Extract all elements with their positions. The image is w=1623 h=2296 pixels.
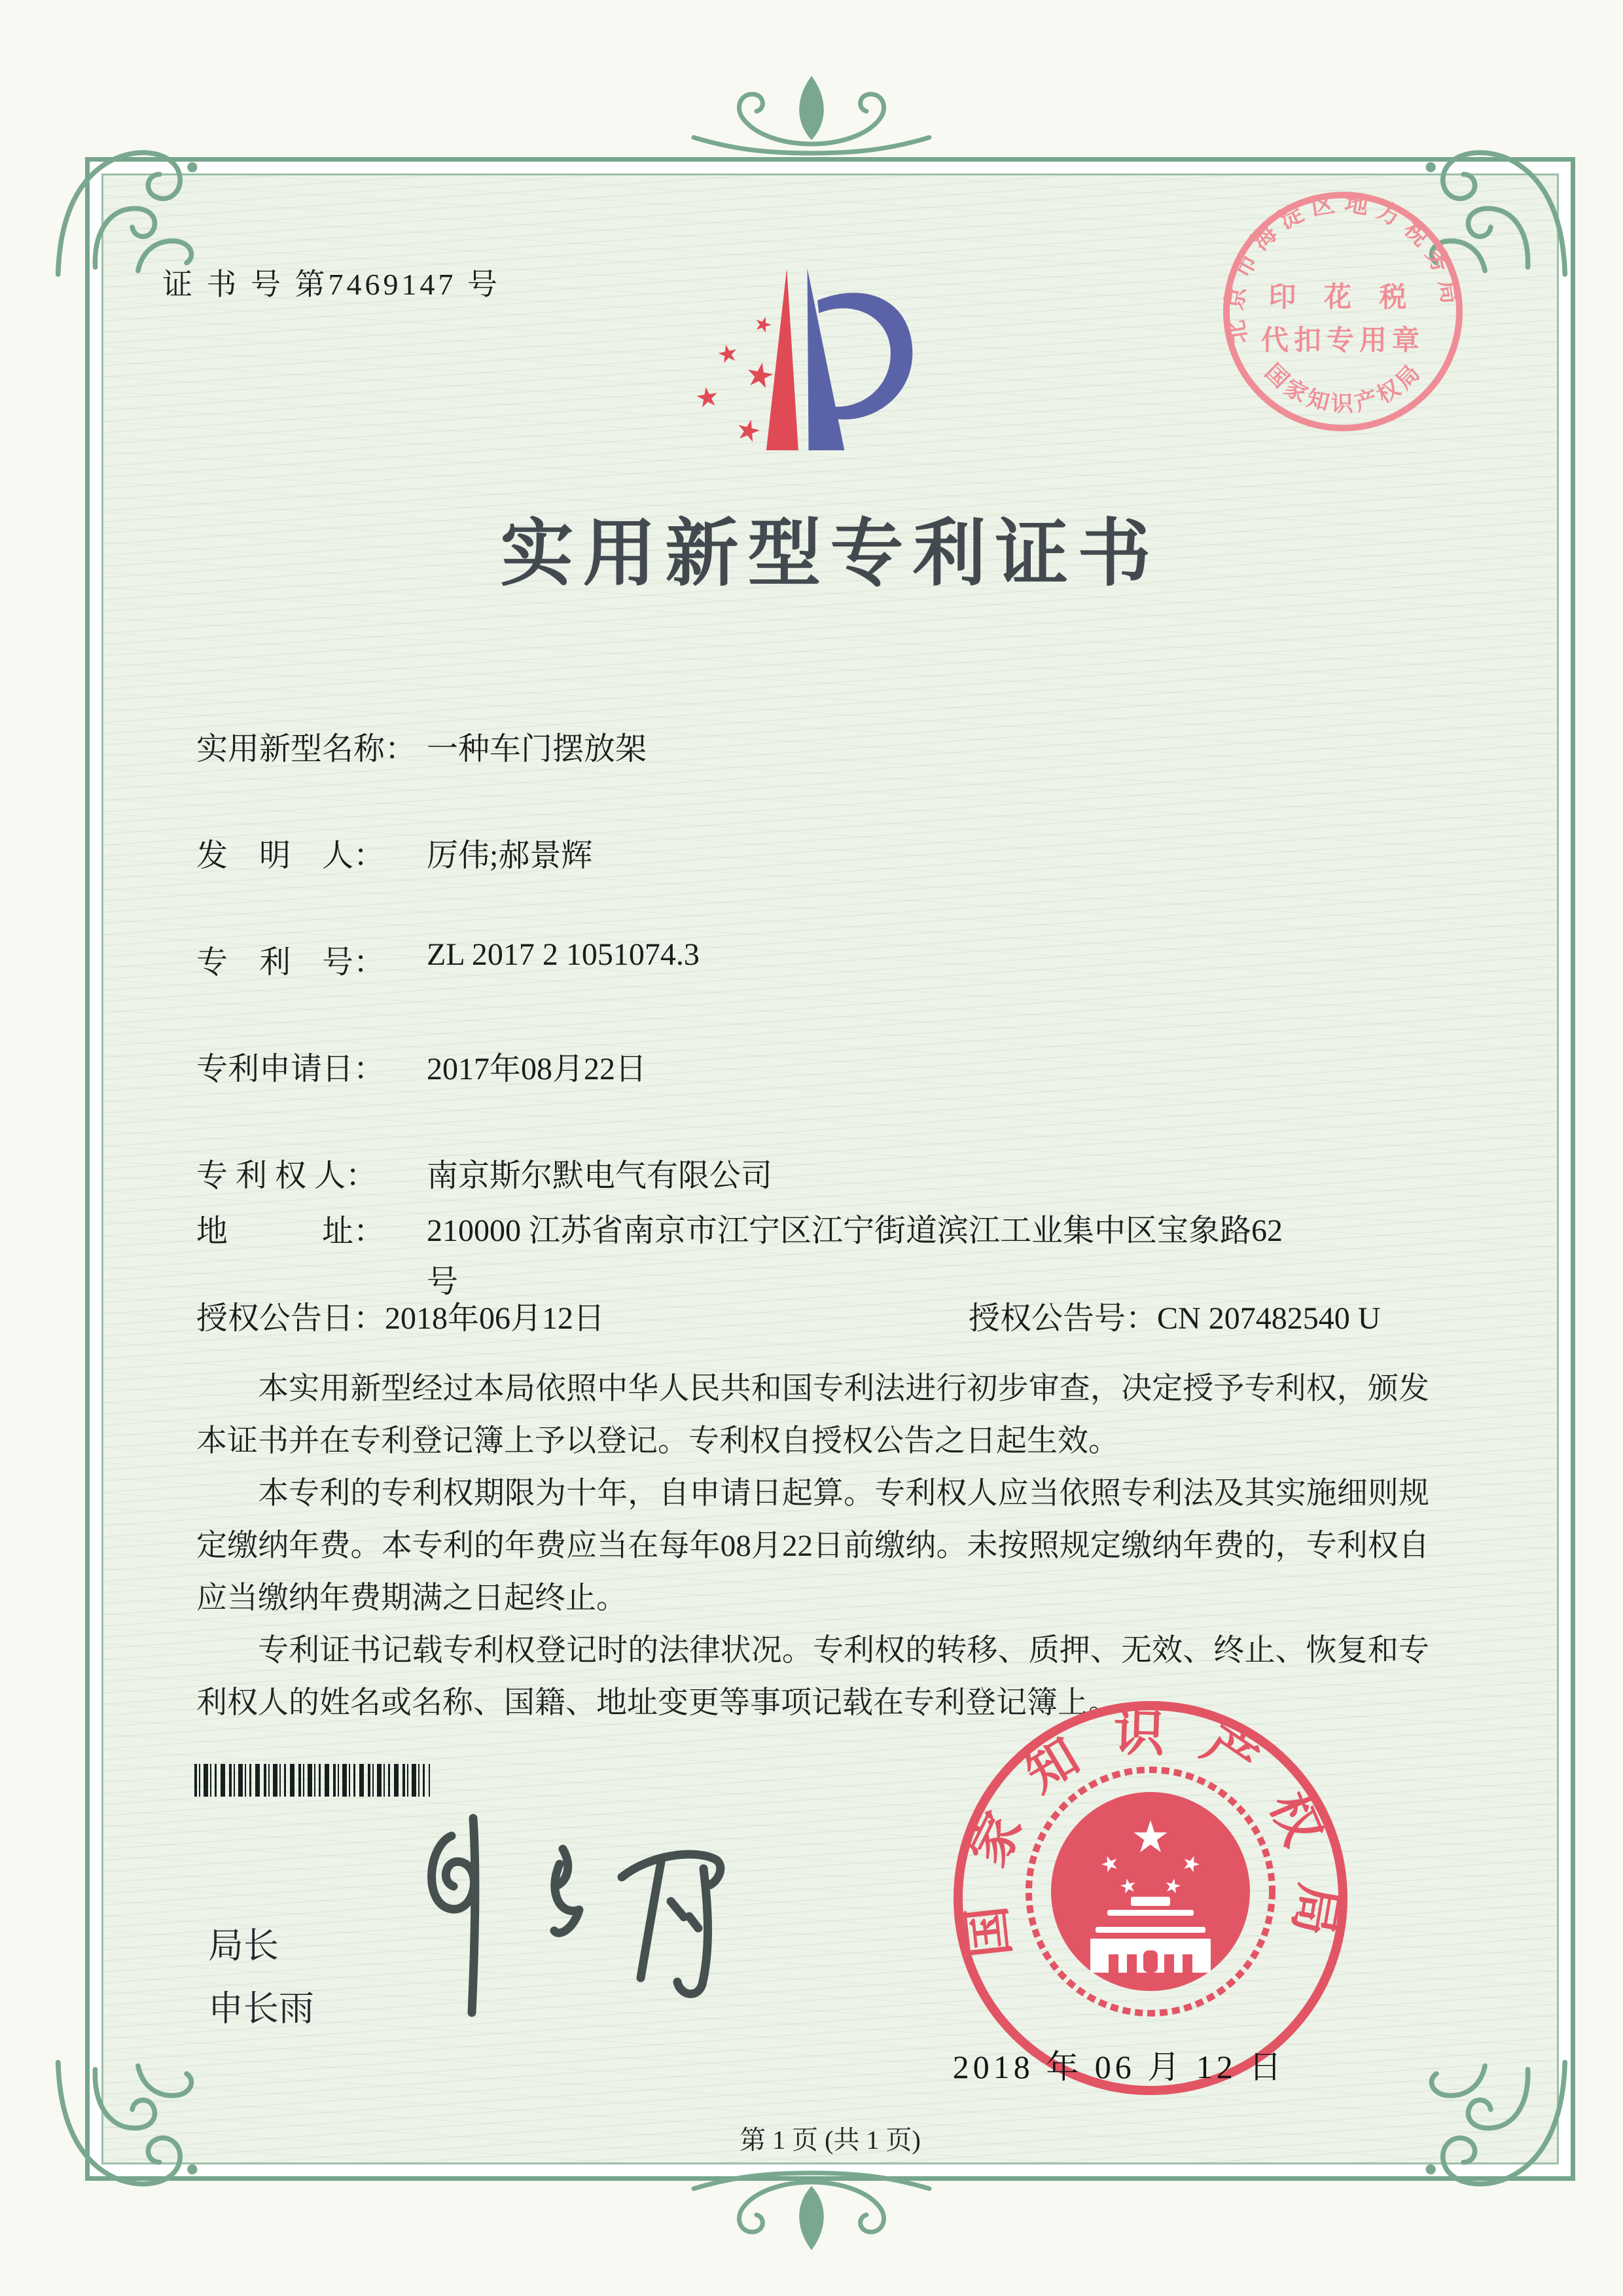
barcode bbox=[194, 1764, 430, 1797]
director-name: 申长雨 bbox=[208, 1989, 314, 2028]
stamp-center-line2: 代扣专用章 bbox=[1260, 326, 1425, 356]
svg-text:国家知识产权局 bbox=[1260, 358, 1427, 416]
stamp-center-line1: 印 花 税 bbox=[1268, 283, 1418, 313]
field-label: 地 址： bbox=[196, 1214, 385, 1249]
cnipa-round-seal-icon bbox=[948, 1695, 1353, 2101]
field-row-patent-no bbox=[196, 937, 1492, 982]
field-value: 210000 江苏省南京市江宁区江宁街道滨江工业集中区宝象路62号 bbox=[427, 1213, 1283, 1299]
field-label: 专 利 号： bbox=[196, 945, 385, 980]
field-row-inventor bbox=[196, 830, 1492, 875]
field-value: 厉伟;郝景辉 bbox=[427, 838, 593, 873]
stamp-duty-withholding-seal-icon bbox=[1216, 185, 1470, 439]
grant-no-value: CN 207482540 U bbox=[1157, 1301, 1381, 1336]
director-signature-icon bbox=[363, 1813, 743, 2022]
national-emblem-icon bbox=[1029, 1770, 1272, 2013]
legal-paragraphs bbox=[196, 1363, 1429, 1729]
field-value: 南京斯尔默电气有限公司 bbox=[427, 1158, 773, 1193]
bottom-center-ornament bbox=[628, 2168, 995, 2272]
director-title-label: 局长 bbox=[208, 1926, 279, 1965]
cnipa-logo-icon bbox=[673, 259, 916, 458]
paragraph-term: 本专利的专利权期限为十年，自申请日起算。专利权人应当依照专利法及其实施细则规定缴纳年费。本专利的年费应当在每年08月22日前缴纳。未按照规定缴纳年费的，专利权自应当缴纳年费期满之日起终止。 bbox=[196, 1477, 1429, 1615]
field-row-patentee bbox=[196, 1150, 1492, 1195]
field-label: 专 利 权 人： bbox=[196, 1158, 378, 1193]
stamp-arc-bottom-text: 国家知识产权局 bbox=[1260, 358, 1428, 417]
certificate-number: 证 书 号 第7469147 号 bbox=[162, 268, 501, 301]
field-value: 一种车门摆放架 bbox=[427, 732, 647, 766]
svg-text:北京市海淀区地方税务局 bbox=[1221, 190, 1465, 346]
grant-date-label: 授权公告日： bbox=[196, 1301, 385, 1336]
seal-org-text: 国家知识产权局 bbox=[954, 1704, 1348, 1972]
seal-date: 2018 年 06 月 12 日 bbox=[952, 2049, 1286, 2085]
top-center-ornament bbox=[628, 54, 995, 158]
corner-flourish-top-left bbox=[52, 124, 209, 281]
stamp-arc-top-text: 北京市海淀区地方税务局 bbox=[1221, 189, 1465, 346]
field-label: 实用新型名称： bbox=[196, 732, 417, 766]
field-value: ZL 2017 2 1051074.3 bbox=[427, 937, 700, 972]
field-value: 2017年08月22日 bbox=[427, 1052, 647, 1086]
paragraph-grant: 本实用新型经过本局依照中华人民共和国专利法进行初步审查，决定授予专利权，颁发本证书并在专利登记簿上予以登记。专利权自授权公告之日起生效。 bbox=[196, 1372, 1429, 1458]
paragraph-register: 专利证书记载专利权登记时的法律状况。专利权的转移、质押、无效、终止、恢复和专利权人的姓名或名称、国籍、地址变更等事项记载在专利登记簿上。 bbox=[196, 1634, 1429, 1720]
grant-date-value: 2018年06月12日 bbox=[385, 1301, 605, 1336]
certificate-title: 实用新型专利证书 bbox=[500, 514, 1160, 595]
field-label: 专利申请日： bbox=[196, 1052, 385, 1086]
grant-no-label: 授权公告号： bbox=[969, 1301, 1158, 1336]
field-label: 发 明 人： bbox=[196, 838, 385, 873]
grant-row bbox=[196, 1293, 1505, 1338]
field-row-filing-date bbox=[196, 1043, 1492, 1088]
field-row-name bbox=[196, 723, 1492, 768]
page-footer: 第 1 页 (共 1 页) bbox=[740, 2125, 921, 2155]
